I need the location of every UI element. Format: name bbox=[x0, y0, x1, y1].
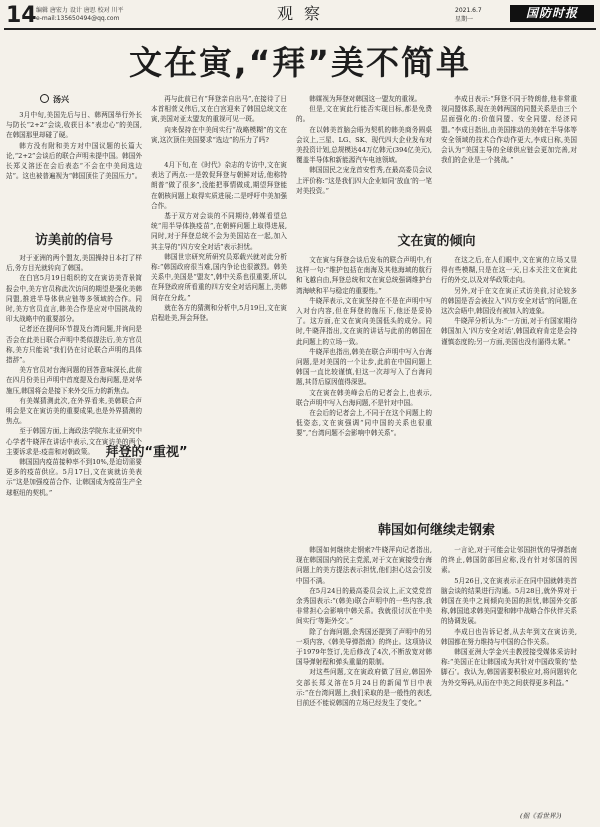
paragraph: 在这之后,在人们眼中,文在寅的立场又显得有些模糊,只是在这一天,日本关注文在寅此行的外交,以及对华政策走向。 bbox=[441, 256, 577, 285]
paragraph: 5月26日,文在寅表示正在同中国就韩美首脑会谈的结果进行沟通。5月28日,就外界对于韩国在美中之间倾向美国的担忧,韩国外交部称,韩国追求韩美同盟和韩中战略合作伙伴关系的协调发展。 bbox=[441, 576, 577, 626]
subhead-signal: 访美前的信号 bbox=[34, 233, 113, 248]
byline: 汤兴 bbox=[40, 94, 69, 105]
subhead-tendency: 文在寅的倾向 bbox=[397, 234, 476, 249]
paragraph: 记者还在提问环节提及台湾问题,并询问是否会在此美日联合声明中类似提法后,美方官员称,美方只能说“我们仍在讨论联合声明的具体措辞”。 bbox=[6, 325, 142, 365]
issue-date: 2021.6.7 星期一 bbox=[455, 7, 482, 23]
paragraph: 美方官员对台海问题的回答意味深长,此前在四月份美日声明中首度提及台海问题,是对华施压,韩国将会是接下来外交压力的新焦点。 bbox=[6, 366, 142, 395]
paragraph: 文在寅在韩美峰会后的记者会上,也表示,联合声明中写入台海问题,不是针对中国。 bbox=[296, 388, 432, 407]
paragraph: 4月下旬,在《时代》杂志的专访中,文在寅表达了两点:一是敦促拜登与朝鲜对话,他称特朗普“做了很多”,没能把事情做成,期望拜登能在朝核问题上取得实质进展;二是呼吁中美加强合作。 bbox=[151, 161, 287, 210]
byline-mark-icon bbox=[40, 94, 49, 103]
header-rule bbox=[4, 28, 596, 30]
paragraph: 基于双方对会谈的不同期待,韩媒看望总统“用半导体换疫苗”,在朝鲜问题上取得进展,同时,对于拜登总统不会为美国站在一起,加入其主导的“四方安全对话”表示担忧。 bbox=[151, 212, 287, 251]
paragraph: 在以韩美首脑会晤为契机的韩美商务圆桌会议上,三星、LG、SK、现代四大企业发布对美投资计划,总规模达44万亿韩元(394亿美元),覆盖半导体和新能源汽车电池领域。 bbox=[296, 125, 432, 165]
column-4-tightrope bbox=[441, 545, 577, 688]
column-3-tendency bbox=[296, 255, 432, 439]
paragraph: 就在各方的猜测和分析中,5月19日,文在寅启程赴美,拜会拜登。 bbox=[151, 303, 287, 323]
paragraph: 至于韩国方面,上海政法学院东北亚研究中心学者牛晓萍在讲话中表示,文在寅访美的两个主要诉求是:疫苗和对朝政策。 bbox=[6, 427, 142, 456]
paragraph: 文在寅与拜登会谈后发布的联合声明中,有这样一句:“维护包括在南海及其他海域的航行和飞越自由,拜登总统和文在寅总统强调维护台湾海峡和平与稳定的重要性。” bbox=[296, 256, 432, 295]
paragraph: 对这些问题,文在寅政府做了回应,韩国外交部长郑义溶在5月24日的新闻节目中表示:“在台湾问题上,我们采取的是一般性的表述,目前还不能说韩国的立场已经发生了变化。” bbox=[296, 668, 432, 708]
paragraph: 再与此前已有“拜登亲自出马”,在接待了日本首相菅义伟后,又在白宫迎来了韩国总统文在寅,美国对亚太盟友的重视可见一斑。 bbox=[151, 95, 287, 124]
column-3-intro bbox=[296, 94, 432, 196]
page-number: 14 bbox=[6, 3, 37, 28]
paragraph: 牛晓萍也指出,韩美在联合声明中写入台海问题,是对美国的一个让步,此前在中国问题上韩国一直比较谨慎,但这一次却写入了台海问题,其背后原因值得深思。 bbox=[296, 347, 432, 387]
newspaper-logo: 国防时报 bbox=[510, 5, 594, 22]
paragraph: 韩媒视为拜登对韩国这一盟友的重视。 bbox=[309, 95, 422, 103]
section-title: 观 察 bbox=[276, 4, 324, 23]
column-2-intro bbox=[151, 94, 287, 145]
column-2-body bbox=[151, 160, 287, 323]
column-3-tightrope bbox=[296, 545, 432, 708]
paragraph: 除了台海问题,余秀国还提到了声明中的另一项内容,《韩美导弹指南》的终止。这项协议于1979年签订,先后修改了4次,不断放宽对韩国导弹射程和弹头重量的限制。 bbox=[296, 627, 432, 667]
paragraph: 一言论,对于可能会让邻国担忧的导弹指南的终止,韩国防部回应称,没有针对邻国的因素。 bbox=[441, 546, 577, 575]
paragraph: 有美媒猜测此次,在外界看来,美韩联合声明会是文在寅访美的重要成果,也是外界猜测的焦点。 bbox=[6, 396, 142, 426]
paragraph: 韩国国民之宠龙首安哲秀,在最高委员会议上评价称:“这是我们四大企业如同‘放血’的一笔对美投资。” bbox=[296, 166, 432, 195]
subhead-biden: 拜登的“重视” bbox=[105, 445, 188, 460]
paragraph: 在5月24日的最高委员会议上,正文党党首余秀国表示:“(韩美)联合声明中的一些内容,我非常担心会影响中韩关系。我就很讨厌在中美间实行‘等距外交’。” bbox=[296, 586, 432, 626]
paragraph: 韩国亚洲大学金兴圭教授接受媒体采访时称:“美国正在让韩国成为其针对中国政策的‘垫脚石’。我认为,韩国需要积极应对,将问题转化为外交筹码,从而在中美之间获得更多利益。” bbox=[441, 648, 577, 687]
paragraph: 牛晓萍分析认为:“一方面,对于有国家期待韩国加入‘四方安全对话’,韩国政府肯定是会持谨慎态度的;另一方面,美国也没有逼得太紧。” bbox=[441, 317, 577, 346]
paragraph: 但是,文在寅此行能否实现目标,都是免费的。 bbox=[296, 105, 432, 124]
paragraph: 对于亚洲的两个盟友,美国操持日本打了样后,务方目光就转向了韩国。 bbox=[6, 254, 142, 273]
paragraph: 在会后的记者会上,不同于在这个问题上的低姿态,文在寅强调“同中国的关系也很重要”,“台湾问题不会影响中韩关系”。 bbox=[296, 409, 432, 438]
paragraph: 韩方没有附和美方对中国议题的长篇大论,“2+2”会谈后的联合声明未提中国。韩国外长郑义溶还在会后表态“不会在中美间选边站”。这也被普遍视为“韩国顶住了美国压力”。 bbox=[6, 141, 142, 181]
article-source: (据《看世界》) bbox=[520, 812, 562, 820]
paragraph: 李成日表示:“拜登不同于特朗普,他非常重视同盟体系,现在美韩两国的同盟关系是由三个层面强化的:价值同盟、安全同盟、经济同盟。”李成日指出,由美国推动的美韩在半导体等安全领域的技术合作动作更大,李成日称,美国会认为“美国主导的全球供应链会更加完善,对我们的企业是一个挑战。” bbox=[441, 95, 577, 165]
subhead-tightrope: 韩国如何继续走钢索 bbox=[377, 523, 495, 538]
paragraph: 韩国国内疫苗接种率不到10%,是迫切需要更多的疫苗供应。5月17日,文在寅就访美表示“这是加强疫苗合作、让韩国成为疫苗生产全球枢纽的契机。” bbox=[6, 458, 142, 497]
editor-credits: 编辑 唐宏力 设计 唐思 校对 川平 e-mail:135650494@qq.com bbox=[36, 7, 124, 22]
paragraph: 在白宫5月19日组织的文在寅访美背景简报会中,美方官员称此次访问的期望是强化美韩同盟,推进半导体供应链等多领域的合作。同时,美方官员直言,韩美合作是应对中国挑战的印太战略中的重要部分。 bbox=[6, 274, 142, 324]
paragraph: 韩国如何继续走钢索?牛晓萍向记者指出,现在韩国国内的民主党派,对于文在寅接受台海问题上的美方提法表示担忧,他们担心这会引发中国不满。 bbox=[296, 546, 432, 585]
paragraph: 韩国世宗研究所研究员郑载兴就对此分析称:“韩国政府很当难,国内争论也很激烈。韩美关系中,美国是“盟友”,韩中关系也很重要,所以,在拜登政府所看重的四方安全对话问题上,美韩间存在分歧。” bbox=[151, 252, 287, 302]
paragraph: 向来保持在中美间实行“战略模糊”的文在寅,这次顶住美国要求“选边”的压力了吗? bbox=[151, 125, 287, 144]
column-4-intro bbox=[441, 94, 577, 165]
paragraph: 牛晓萍表示,文在寅坚持在不是在声明中写入对台内容,但在拜登的施压下,他还是妥协了。这方面,在文在寅向美国低头的成分。同时,牛晓萍指出,文在寅的讲话与此前的韩国在此问题上的立场一致。 bbox=[296, 296, 432, 346]
article-headline: 文在寅,“拜”美不简单 bbox=[129, 43, 471, 82]
column-1-intro bbox=[6, 110, 142, 181]
paragraph: 3月中旬,美国先后与日、韩两国举行外长与防长“2+2”会谈,收获日本“表忠心”的美国,在韩国那里却碰了硬。 bbox=[6, 111, 142, 140]
paragraph: 李成日也告诉记者,从去年到文在寅访美,韩国都在努力维持与中国的合作关系。 bbox=[441, 627, 577, 646]
column-4-tendency bbox=[441, 255, 577, 347]
paragraph: 另外,对于在文在寅正式访美前,讨论较多的韩国是否会被拉入“四方安全对话”的问题,在这次会晤中,韩国没有被加入的迹象。 bbox=[441, 286, 577, 316]
